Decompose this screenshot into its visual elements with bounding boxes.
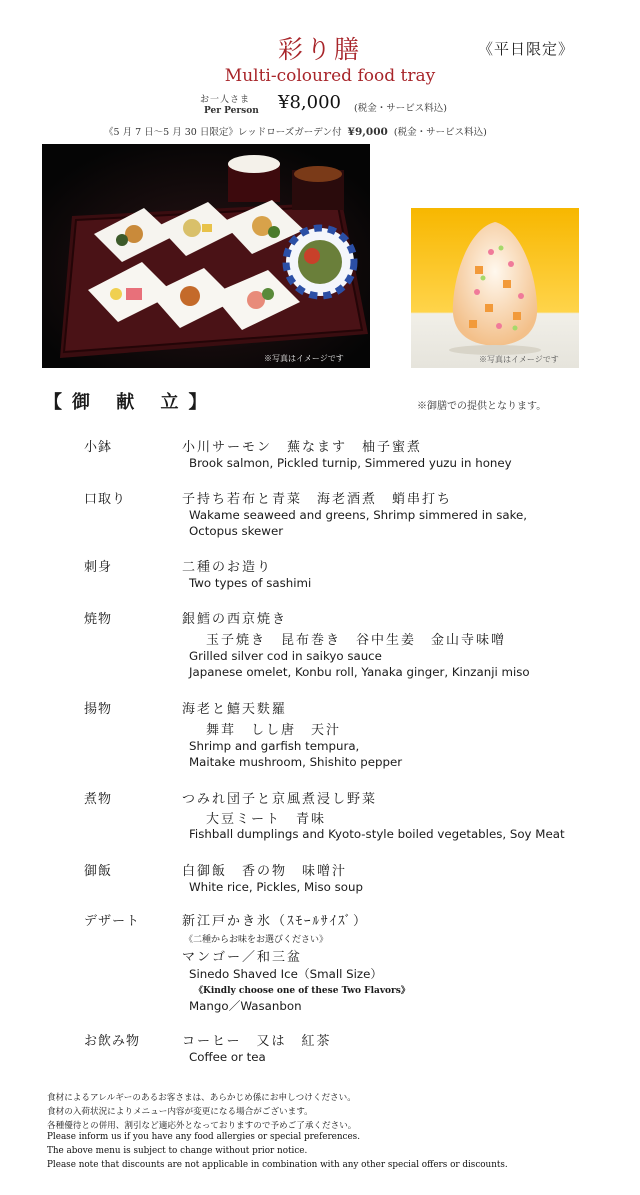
served-note: ※御膳での提供となります。 [417, 401, 547, 412]
course-en: White rice, Pickles, Miso soup [189, 880, 363, 894]
course-category: 揚物 [84, 702, 113, 717]
course-en: Grilled silver cod in saikyo sauce [189, 649, 382, 663]
course-ja: 小川サーモン 蕪なます 柚子蜜煮 [182, 440, 423, 455]
course-en: Mango／Wasanbon [189, 999, 302, 1013]
course-category: 御飯 [84, 864, 113, 879]
promo-period: 《5 月 7 日～5 月 30 日限定》レッドローズガーデン付 [104, 127, 342, 138]
course-category: 焼物 [84, 612, 113, 627]
price: ¥8,000 [278, 92, 341, 113]
ice-photo-caption: ※写真はイメージです [479, 355, 559, 364]
footer-note: The above menu is subject to change without prior notice. [47, 1146, 308, 1156]
footer-note: Please note that discounts are not applicable in combination with any other special offers or discounts. [47, 1160, 508, 1170]
footer-note: 食材によるアレルギーのあるお客さまは、あらかじめ係にお申しつけください。 [47, 1093, 356, 1103]
footer-note: Please inform us if you have any food allergies or special preferences. [47, 1132, 360, 1142]
course-category: お飲み物 [84, 1034, 141, 1049]
course-category: 煮物 [84, 792, 113, 807]
price-note: (税金・サービス料込) [354, 103, 447, 114]
food-tray-photo [42, 144, 370, 368]
per-person-label-en: Per Person [204, 106, 259, 116]
course-category: 刺身 [84, 560, 113, 575]
course-ja: 大豆ミート 青味 [206, 812, 327, 827]
per-person-label-ja: お一人さま [200, 95, 251, 105]
tray-photo-caption: ※写真はイメージです [264, 354, 344, 363]
course-ja: つみれ団子と京風煮浸し野菜 [182, 792, 378, 807]
course-en: Shrimp and garfish tempura, [189, 739, 360, 753]
shaved-ice-photo [411, 208, 579, 368]
course-en: Fishball dumplings and Kyoto-style boiled vegetables, Soy Meat [189, 827, 565, 841]
course-category: デザート [84, 914, 141, 929]
course-en: Coffee or tea [189, 1050, 266, 1064]
weekday-only-label: 《平日限定》 [478, 40, 575, 58]
course-ja: 海老と鱚天麩羅 [182, 702, 288, 717]
menu-heading: 【御 献 立】 [44, 392, 217, 413]
course-ja: 新江戸かき氷（ｽﾓｰﾙｻｲｽﾞ） [182, 914, 369, 929]
course-en: Japanese omelet, Konbu roll, Yanaka ginger, Kinzanji miso [189, 665, 530, 679]
course-ja: コーヒー 又は 紅茶 [182, 1034, 332, 1049]
course-en-note: 《Kindly choose one of these Two Flavors》 [194, 986, 410, 996]
course-ja: 白御飯 香の物 味噌汁 [182, 864, 348, 879]
course-en: Brook salmon, Pickled turnip, Simmered yuzu in honey [189, 456, 512, 470]
footer-note: 食材の入荷状況によりメニュー内容が変更になる場合がございます。 [47, 1107, 313, 1117]
course-ja: 二種のお造り [182, 560, 273, 575]
course-en: Maitake mushroom, Shishito pepper [189, 755, 403, 769]
course-ja: 子持ち若布と青菜 海老酒煮 蛸串打ち [182, 492, 453, 507]
promo-price: ¥9,000 [347, 126, 388, 138]
course-ja: 玉子焼き 昆布巻き 谷中生姜 金山寺味噌 [206, 633, 507, 648]
course-ja: 舞茸 しし唐 天汁 [206, 723, 342, 738]
promo-note: (税金・サービス料込) [393, 127, 487, 138]
course-en: Octopus skewer [189, 524, 284, 538]
course-ja: 銀鱈の西京焼き [182, 612, 288, 627]
footer-note: 各種優待との併用、割引など適応外となっておりますので予めご了承ください。 [47, 1121, 357, 1131]
course-ja: マンゴー／和三盆 [182, 950, 303, 965]
course-en: Sinedo Shaved Ice（Small Size） [189, 967, 383, 981]
page-title-english: Multi-coloured food tray [224, 66, 436, 86]
promo-line [104, 124, 487, 138]
course-en: Wakame seaweed and greens, Shrimp simmered in sake, [189, 508, 528, 522]
course-en: Two types of sashimi [189, 576, 312, 590]
page-title: 彩り膳 [277, 35, 362, 64]
course-category: 口取り [84, 492, 127, 507]
course-category: 小鉢 [84, 440, 113, 455]
course-ja-note: 《二種からお味をお選びください》 [184, 935, 329, 945]
